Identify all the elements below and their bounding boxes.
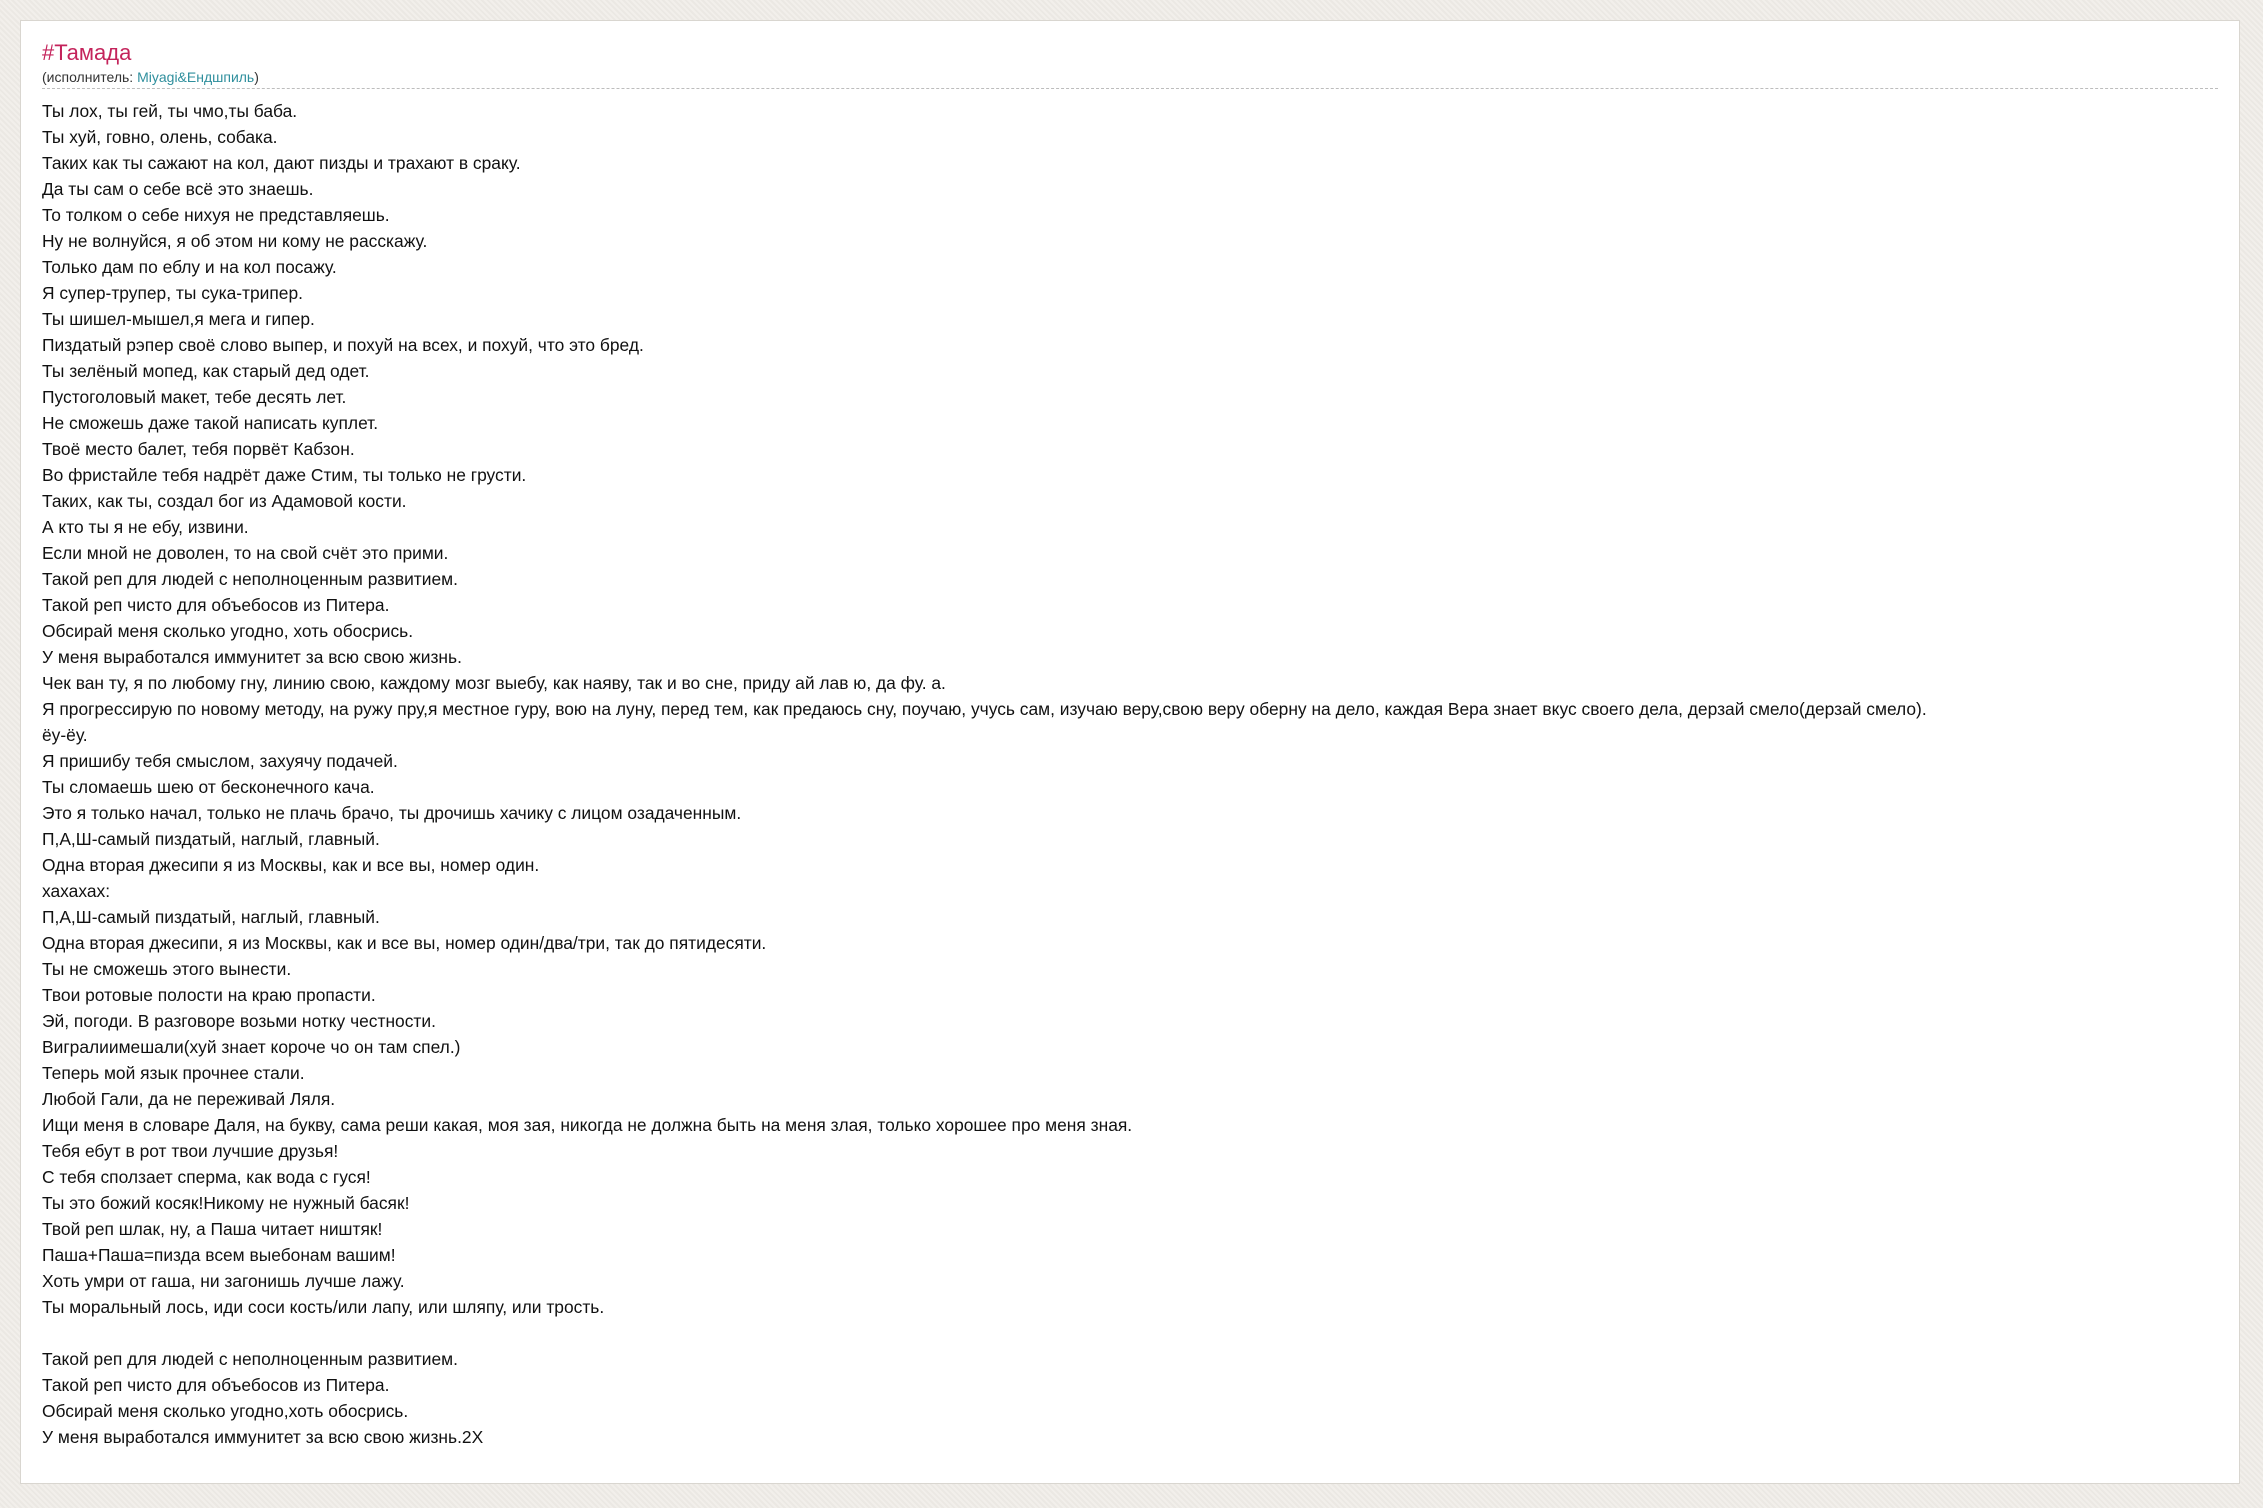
lyric-line: Такой реп для людей с неполноценным развитием. — [42, 569, 458, 589]
lyric-line: Одна вторая джесипи я из Москвы, как и все вы, номер один. — [42, 855, 540, 875]
lyric-line: Обсирай меня сколько угодно, хоть обосрись. — [42, 621, 414, 641]
lyric-line: Пустоголовый макет, тебе десять лет. — [42, 387, 347, 407]
lyric-line: хахахах: — [42, 881, 111, 901]
lyric-line — [42, 1320, 2240, 1346]
lyric-line: То толком о себе нихуя не представляешь. — [42, 205, 390, 225]
lyric-line: Хоть умри от гаша, ни загонишь лучше лажу. — [42, 1271, 405, 1291]
lyric-line: Таких, как ты, создал бог из Адамовой кости. — [42, 491, 407, 511]
artist-suffix: ) — [254, 69, 259, 85]
lyric-line: Эй, погоди. В разговоре возьми нотку честности. — [42, 1011, 436, 1031]
song-title: #Тамада — [42, 40, 132, 65]
lyric-line: Это я только начал, только не плачь брачо, ты дрочишь хачику с лицом озадаченным. — [42, 803, 742, 823]
artist-prefix: (исполнитель: — [42, 69, 138, 85]
lyric-line: Я пришибу тебя смыслом, захуячу подачей. — [42, 751, 398, 771]
lyric-line: Ты зелёный мопед, как старый дед одет. — [42, 361, 370, 381]
lyric-line: Твой реп шлак, ну, а Паша читает ништяк! — [42, 1219, 383, 1239]
lyric-line: Ты не сможешь этого вынести. — [42, 959, 292, 979]
lyric-line: Ты лох, ты гей, ты чмо,ты баба. — [42, 101, 298, 121]
lyric-line: Я прогрессирую по новому методу, на ружу пру,я местное гуру, вою на луну, перед тем, как предаюсь сну, поучаю, учусь сам, изучаю веру,свою веру оберну на дело, каждая Вера знает вкус своего дела, дерзай смело(дерзай смело). — [42, 699, 1927, 719]
lyric-line: У меня выработался иммунитет за всю свою жизнь. — [42, 647, 462, 667]
lyric-line: ёу-ёу. — [42, 725, 88, 745]
lyric-line: Ты шишел-мышел,я мега и гипер. — [42, 309, 315, 329]
lyric-line: Твои ротовые полости на краю пропасти. — [42, 985, 376, 1005]
lyric-line: С тебя сползает сперма, как вода с гуся! — [42, 1167, 371, 1187]
lyric-line: У меня выработался иммунитет за всю свою жизнь.2Х — [42, 1427, 484, 1447]
lyric-line: А кто ты я не ебу, извини. — [42, 517, 249, 537]
lyric-line: Обсирай меня сколько угодно,хоть обосрись. — [42, 1401, 409, 1421]
lyrics-card — [20, 20, 2240, 1484]
lyric-line: Чек ван ту, я по любому гну, линию свою, каждому мозг выебу, как наяву, так и во сне, приду ай лав ю, да фу. а. — [42, 673, 946, 693]
lyric-line: Тебя ебут в рот твои лучшие друзья! — [42, 1141, 339, 1161]
lyric-line: Ты сломаешь шею от бесконечного кача. — [42, 777, 375, 797]
lyric-line: Такой реп чисто для объебосов из Питера. — [42, 1375, 390, 1395]
lyric-line: Такой реп для людей с неполноценным развитием. — [42, 1349, 458, 1369]
artist-link[interactable]: Miyagi&Ендшпиль — [137, 69, 255, 85]
lyric-line: П,А,Ш-самый пиздатый, наглый, главный. — [42, 829, 380, 849]
lyric-line: Если мной не доволен, то на свой счёт это прими. — [42, 543, 449, 563]
lyric-line: Теперь мой язык прочнее стали. — [42, 1063, 305, 1083]
lyric-line: Любой Гали, да не переживай Ляля. — [42, 1089, 336, 1109]
lyric-line: Таких как ты сажают на кол, дают пизды и трахают в сраку. — [42, 153, 521, 173]
lyric-line: Паша+Паша=пизда всем выебонам вашим! — [42, 1245, 396, 1265]
lyric-line: Ты хуй, говно, олень, собака. — [42, 127, 278, 147]
lyric-line: Только дам по еблу и на кол посажу. — [42, 257, 337, 277]
lyric-line: Во фристайле тебя надрёт даже Стим, ты только не грусти. — [42, 465, 527, 485]
artist-line — [42, 67, 2218, 89]
lyric-line: П,А,Ш-самый пиздатый, наглый, главный. — [42, 907, 380, 927]
lyric-line: Я супер-трупер, ты сука-трипер. — [42, 283, 303, 303]
lyrics-content — [42, 39, 2240, 1450]
lyric-line: Одна вторая джесипи, я из Москвы, как и все вы, номер один/два/три, так до пятидесяти. — [42, 933, 767, 953]
lyric-line: Виграли​имешали(хуй знает короче чо он там спел.) — [42, 1037, 461, 1057]
lyric-line: Пиздатый рэпер своё слово выпер, и похуй на всех, и похуй, что это бред. — [42, 335, 644, 355]
lyric-line: Ты моральный лось, иди соси кость/или лапу, или шляпу, или трость. — [42, 1297, 605, 1317]
lyric-line: Не сможешь даже такой написать куплет. — [42, 413, 379, 433]
lyric-line: Твоё место балет, тебя порвёт Кабзон. — [42, 439, 355, 459]
lyrics-text — [42, 98, 2240, 1450]
lyric-line: Да ты сам о себе всё это знаешь. — [42, 179, 314, 199]
lyric-line: Ну не волнуйся, я об этом ни кому не расскажу. — [42, 231, 428, 251]
lyric-line: Ищи меня в словаре Даля, на букву, сама реши какая, моя зая, никогда не должна быть на меня злая, только хорошее про меня зная. — [42, 1115, 1133, 1135]
lyric-line: Такой реп чисто для объебосов из Питера. — [42, 595, 390, 615]
lyric-line: Ты это божий косяк!Никому не нужный басяк! — [42, 1193, 410, 1213]
